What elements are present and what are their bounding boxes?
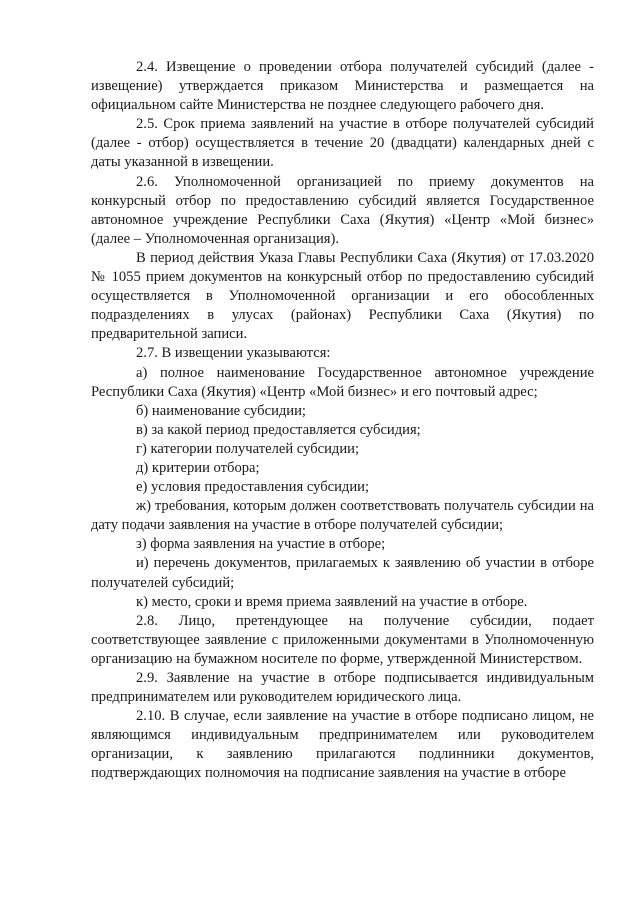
list-item-a: а) полное наименование Государственное автономное учреждение Республики Саха (Якутия) «Центр «Мой бизнес» и его почтовый адрес; <box>91 364 594 400</box>
paragraph-2-5: 2.5. Срок приема заявлений на участие в отборе получателей субсидий (далее - отбор) осуществляется в течение 20 (двадцати) календарных дней с даты указанной в извещении. <box>91 116 594 171</box>
list-item-b: б) наименование субсидии; <box>136 402 306 419</box>
list-item-i: и) перечень документов, прилагаемых к заявлению об участии в отборе получателей субсидий; <box>91 555 594 591</box>
paragraph-2-4: 2.4. Извещение о проведении отбора получателей субсидий (далее - извещение) утверждается приказом Министерства и размещается на официальном сайте Министерства не позднее следующего рабочего дня. <box>91 59 594 114</box>
paragraph-ukaz-period: В период действия Указа Главы Республики Саха (Якутия) от 17.03.2020 № 1055 прием документов на конкурсный отбор по предоставлению субсидий осуществляется в Уполномоченной организации и его обособленных подразделениях в улусах (районах) Республики Саха (Якутия) по предварительной записи. <box>91 249 594 343</box>
list-item-g: г) категории получателей субсидии; <box>136 440 360 457</box>
paragraph-2-9: 2.9. Заявление на участие в отборе подписывается индивидуальным предпринимателем или руководителем юридического лица. <box>91 670 594 706</box>
list-item-e: е) условия предоставления субсидии; <box>136 479 370 496</box>
list-item-v: в) за какой период предоставляется субсидия; <box>136 421 421 438</box>
list-item-d: д) критерии отбора; <box>136 459 260 476</box>
paragraph-2-10: 2.10. В случае, если заявление на участие в отборе подписано лицом, не являющимся индивидуальным предпринимателем или руководителем организации, к заявлению прилагаются подлинники документов, подтверждающих полномочия на подписание заявления на участие в отборе <box>91 708 594 782</box>
paragraph-2-6: 2.6. Уполномоченной организацией по приему документов на конкурсный отбор по предоставлению субсидий является Государственное автономное учреждение Республики Саха (Якутия) «Центр «Мой бизнес» (далее – Уполномоченная организация). <box>91 173 594 247</box>
list-item-zh: ж) требования, которым должен соответствовать получатель субсидии на дату подачи заявления на участие в отборе получателей субсидии; <box>91 498 594 534</box>
list-item-k: к) место, сроки и время приема заявлений на участие в отборе. <box>136 593 528 610</box>
paragraph-2-7: 2.7. В извещении указываются: <box>136 345 331 362</box>
list-item-z: з) форма заявления на участие в отборе; <box>136 536 386 553</box>
paragraph-2-8: 2.8. Лицо, претендующее на получение субсидии, подает соответствующее заявление с приложенными документами в Уполномоченную организацию на бумажном носителе по форме, утвержденной Министерством. <box>91 612 594 667</box>
